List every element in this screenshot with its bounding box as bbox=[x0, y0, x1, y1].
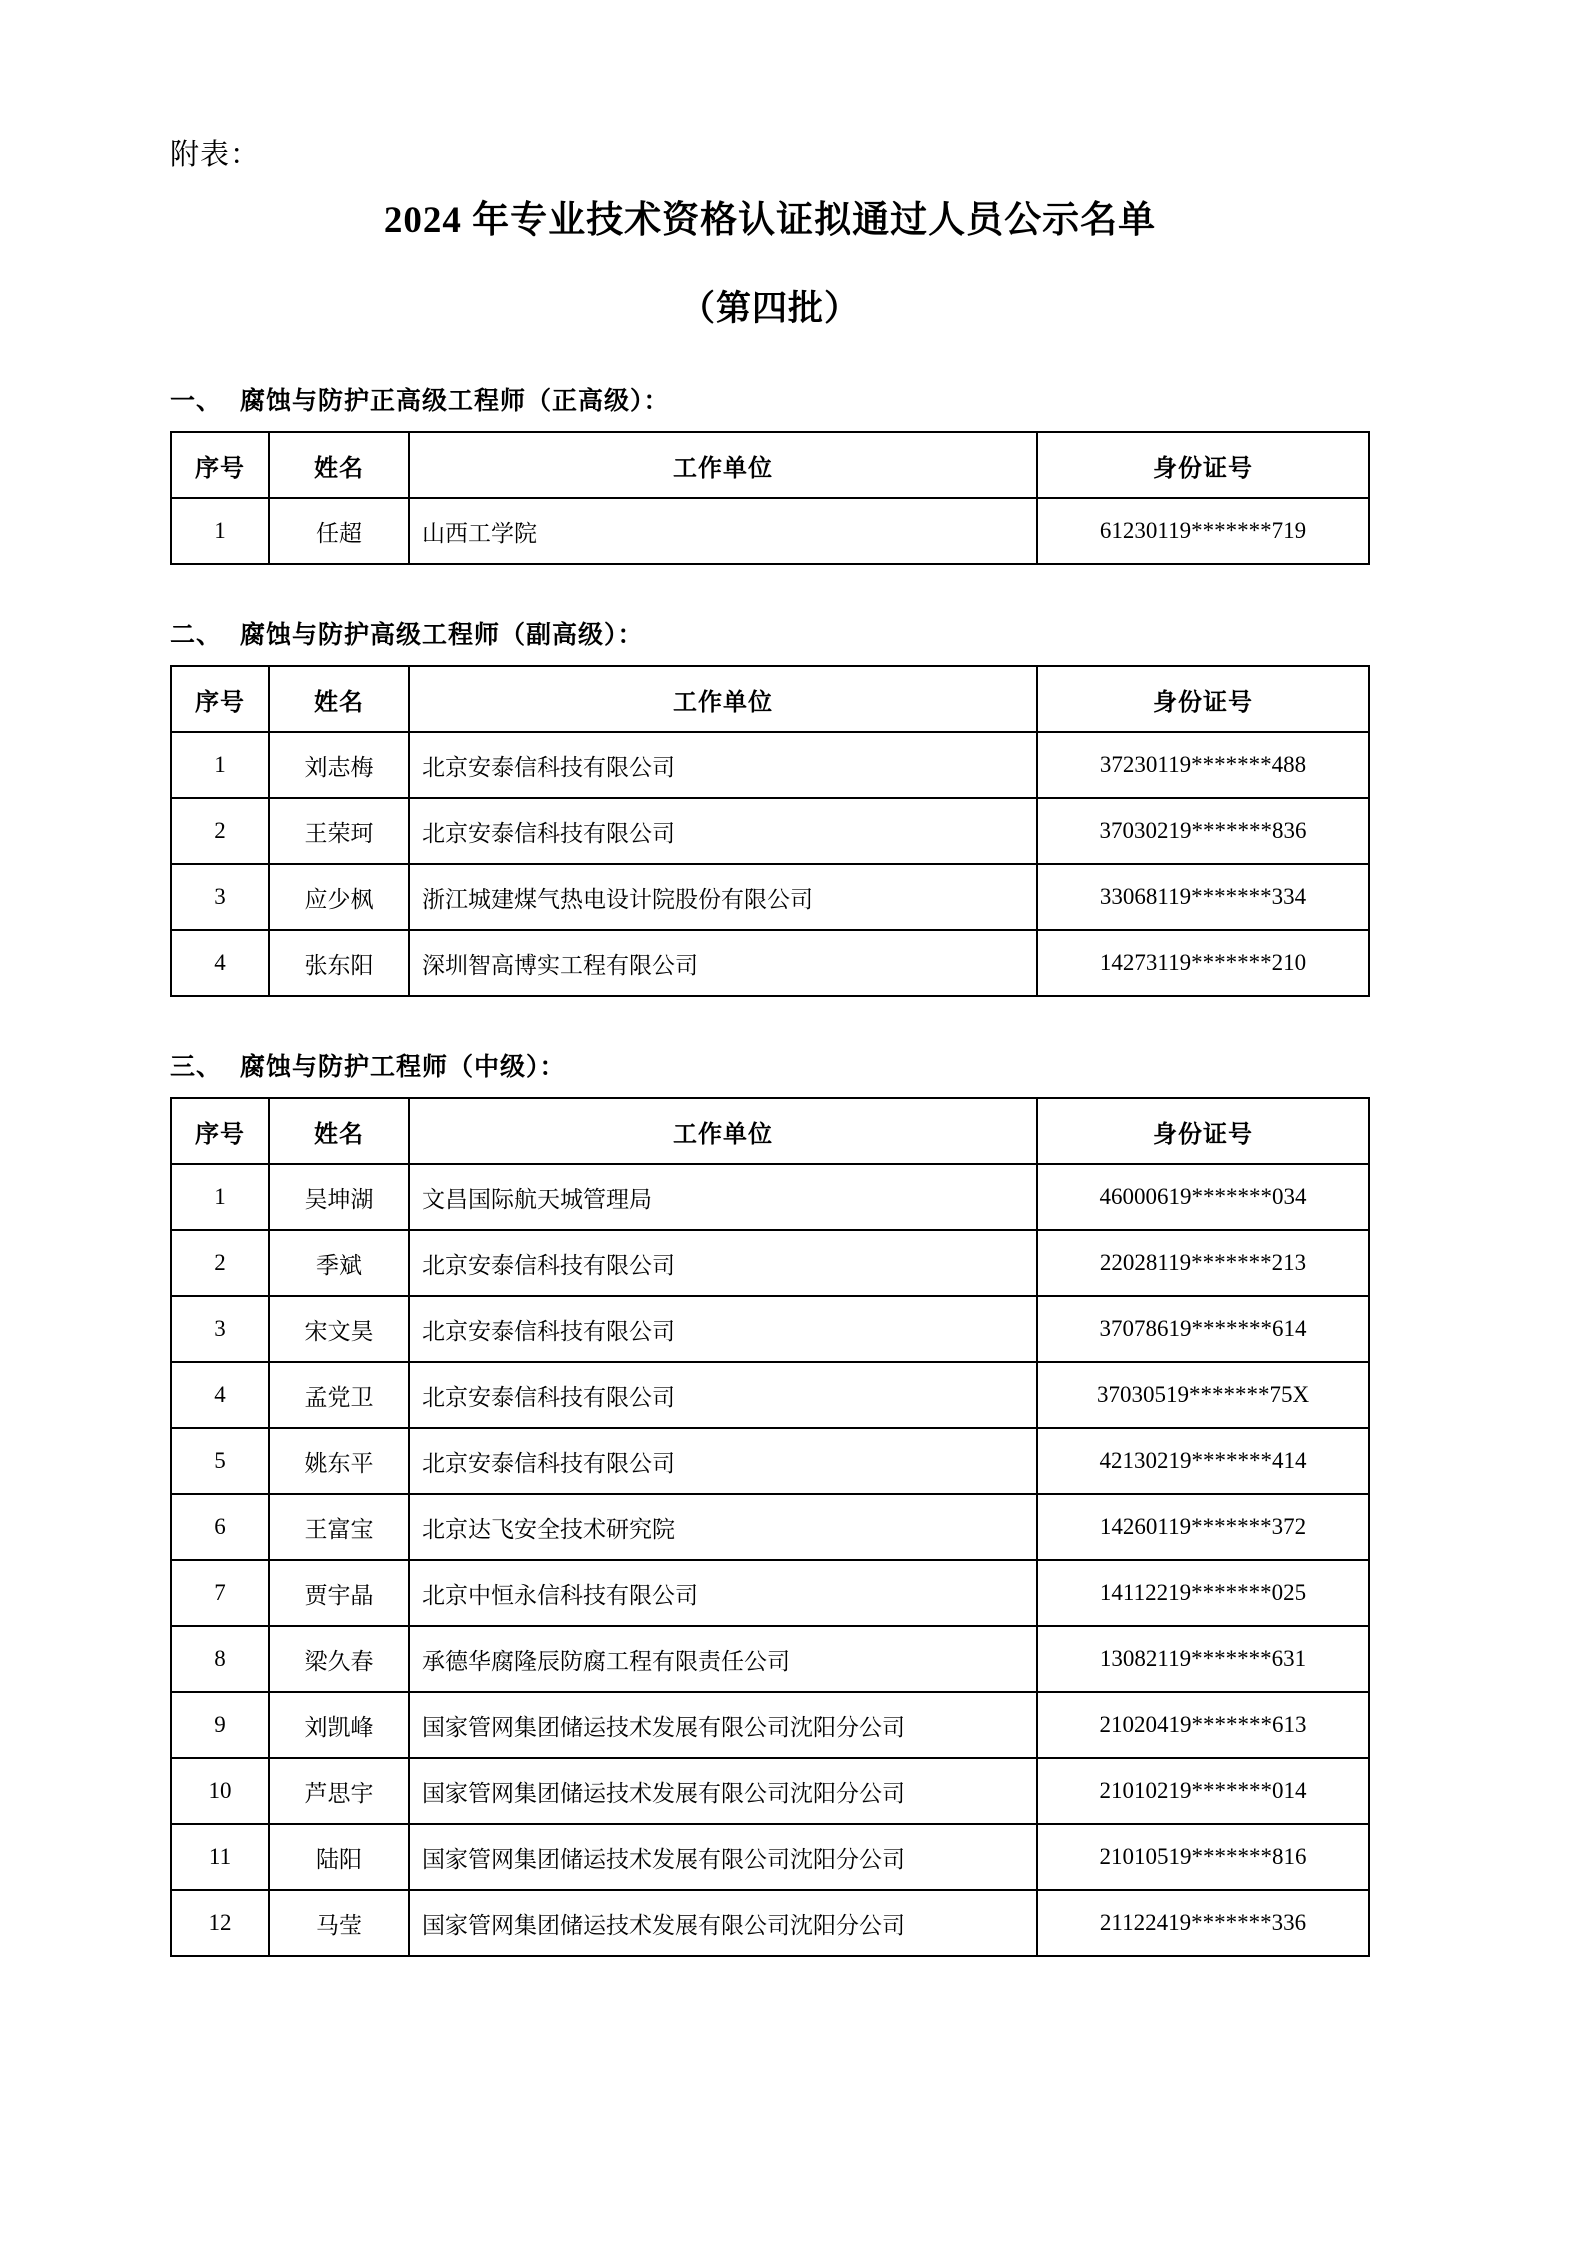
cell-work-unit: 承德华腐隆辰防腐工程有限责任公司 bbox=[409, 1626, 1037, 1692]
cell-work-unit: 北京安泰信科技有限公司 bbox=[409, 1296, 1037, 1362]
cell-序号: 7 bbox=[171, 1560, 269, 1626]
cell-work-unit: 深圳智高博实工程有限公司 bbox=[409, 930, 1037, 996]
cell-id-number: 21020419*******613 bbox=[1037, 1692, 1369, 1758]
personnel-table bbox=[170, 431, 1370, 565]
cell-序号: 4 bbox=[171, 930, 269, 996]
column-header: 姓名 bbox=[269, 1098, 409, 1164]
section-1 bbox=[170, 381, 1370, 565]
cell-序号: 2 bbox=[171, 798, 269, 864]
table-row bbox=[171, 1428, 1369, 1494]
table-row bbox=[171, 1230, 1369, 1296]
section-number: 三、 bbox=[170, 1054, 223, 1082]
cell-work-unit: 北京安泰信科技有限公司 bbox=[409, 1362, 1037, 1428]
personnel-table bbox=[170, 665, 1370, 997]
cell-序号: 9 bbox=[171, 1692, 269, 1758]
cell-id-number: 37078619*******614 bbox=[1037, 1296, 1369, 1362]
section-number: 二、 bbox=[170, 622, 223, 650]
cell-work-unit: 北京安泰信科技有限公司 bbox=[409, 1230, 1037, 1296]
cell-id-number: 21122419*******336 bbox=[1037, 1890, 1369, 1956]
table-row bbox=[171, 1824, 1369, 1890]
cell-序号: 3 bbox=[171, 864, 269, 930]
cell-work-unit: 北京安泰信科技有限公司 bbox=[409, 798, 1037, 864]
cell-id-number: 46000619*******034 bbox=[1037, 1164, 1369, 1230]
cell-work-unit: 浙江城建煤气热电设计院股份有限公司 bbox=[409, 864, 1037, 930]
column-header: 身份证号 bbox=[1037, 666, 1369, 732]
cell-name: 贾宇晶 bbox=[269, 1560, 409, 1626]
cell-name: 吴坤湖 bbox=[269, 1164, 409, 1230]
section-3 bbox=[170, 1047, 1370, 1957]
cell-序号: 1 bbox=[171, 1164, 269, 1230]
column-header: 工作单位 bbox=[409, 666, 1037, 732]
section-2 bbox=[170, 615, 1370, 997]
cell-name: 刘志梅 bbox=[269, 732, 409, 798]
table-header-row bbox=[171, 432, 1369, 498]
table-row bbox=[171, 1164, 1369, 1230]
cell-id-number: 14260119*******372 bbox=[1037, 1494, 1369, 1560]
cell-name: 陆阳 bbox=[269, 1824, 409, 1890]
section-title: 腐蚀与防护正高级工程师（正高级）： bbox=[240, 388, 670, 416]
cell-name: 姚东平 bbox=[269, 1428, 409, 1494]
cell-work-unit: 国家管网集团储运技术发展有限公司沈阳分公司 bbox=[409, 1824, 1037, 1890]
cell-id-number: 37230119*******488 bbox=[1037, 732, 1369, 798]
cell-work-unit: 北京中恒永信科技有限公司 bbox=[409, 1560, 1037, 1626]
cell-序号: 2 bbox=[171, 1230, 269, 1296]
table-row bbox=[171, 930, 1369, 996]
cell-id-number: 13082119*******631 bbox=[1037, 1626, 1369, 1692]
table-row bbox=[171, 1296, 1369, 1362]
section-heading bbox=[170, 615, 1370, 651]
table-row bbox=[171, 1560, 1369, 1626]
cell-序号: 1 bbox=[171, 732, 269, 798]
cell-work-unit: 北京安泰信科技有限公司 bbox=[409, 1428, 1037, 1494]
table-row bbox=[171, 864, 1369, 930]
cell-name: 梁久春 bbox=[269, 1626, 409, 1692]
section-title: 腐蚀与防护工程师（中级）： bbox=[240, 1054, 566, 1082]
table-header-row bbox=[171, 1098, 1369, 1164]
personnel-table bbox=[170, 1097, 1370, 1957]
cell-序号: 12 bbox=[171, 1890, 269, 1956]
cell-序号: 5 bbox=[171, 1428, 269, 1494]
cell-name: 王富宝 bbox=[269, 1494, 409, 1560]
cell-name: 芦思宇 bbox=[269, 1758, 409, 1824]
section-title: 腐蚀与防护高级工程师（副高级）： bbox=[240, 622, 644, 650]
cell-id-number: 21010519*******816 bbox=[1037, 1824, 1369, 1890]
cell-id-number: 61230119*******719 bbox=[1037, 498, 1369, 564]
column-header: 姓名 bbox=[269, 666, 409, 732]
cell-id-number: 14112219*******025 bbox=[1037, 1560, 1369, 1626]
cell-name: 张东阳 bbox=[269, 930, 409, 996]
table-row bbox=[171, 498, 1369, 564]
table-row bbox=[171, 1692, 1369, 1758]
cell-work-unit: 国家管网集团储运技术发展有限公司沈阳分公司 bbox=[409, 1758, 1037, 1824]
cell-work-unit: 文昌国际航天城管理局 bbox=[409, 1164, 1037, 1230]
cell-序号: 11 bbox=[171, 1824, 269, 1890]
document-subtitle: （第四批） bbox=[679, 289, 860, 329]
section-heading bbox=[170, 1047, 1370, 1083]
table-row bbox=[171, 1494, 1369, 1560]
cell-id-number: 22028119*******213 bbox=[1037, 1230, 1369, 1296]
cell-id-number: 42130219*******414 bbox=[1037, 1428, 1369, 1494]
cell-序号: 1 bbox=[171, 498, 269, 564]
cell-work-unit: 北京达飞安全技术研究院 bbox=[409, 1494, 1037, 1560]
cell-序号: 10 bbox=[171, 1758, 269, 1824]
section-number: 一、 bbox=[170, 388, 223, 416]
cell-name: 孟党卫 bbox=[269, 1362, 409, 1428]
attachment-label: 附表： bbox=[170, 139, 261, 171]
cell-序号: 6 bbox=[171, 1494, 269, 1560]
cell-name: 季斌 bbox=[269, 1230, 409, 1296]
cell-name: 马莹 bbox=[269, 1890, 409, 1956]
table-header-row bbox=[171, 666, 1369, 732]
table-row bbox=[171, 1890, 1369, 1956]
column-header: 姓名 bbox=[269, 432, 409, 498]
column-header: 序号 bbox=[171, 1098, 269, 1164]
cell-work-unit: 山西工学院 bbox=[409, 498, 1037, 564]
cell-name: 刘凯峰 bbox=[269, 1692, 409, 1758]
document-title: 2024 年专业技术资格认证拟通过人员公示名单 bbox=[383, 200, 1157, 241]
cell-id-number: 37030519*******75X bbox=[1037, 1362, 1369, 1428]
section-heading bbox=[170, 381, 1370, 417]
cell-id-number: 21010219*******014 bbox=[1037, 1758, 1369, 1824]
cell-work-unit: 国家管网集团储运技术发展有限公司沈阳分公司 bbox=[409, 1890, 1037, 1956]
table-row bbox=[171, 1626, 1369, 1692]
cell-序号: 3 bbox=[171, 1296, 269, 1362]
cell-序号: 4 bbox=[171, 1362, 269, 1428]
cell-work-unit: 国家管网集团储运技术发展有限公司沈阳分公司 bbox=[409, 1692, 1037, 1758]
cell-name: 王荣珂 bbox=[269, 798, 409, 864]
cell-work-unit: 北京安泰信科技有限公司 bbox=[409, 732, 1037, 798]
cell-序号: 8 bbox=[171, 1626, 269, 1692]
column-header: 序号 bbox=[171, 432, 269, 498]
table-row bbox=[171, 1362, 1369, 1428]
cell-id-number: 33068119*******334 bbox=[1037, 864, 1369, 930]
sections-container bbox=[170, 381, 1370, 1957]
column-header: 工作单位 bbox=[409, 1098, 1037, 1164]
cell-name: 宋文昊 bbox=[269, 1296, 409, 1362]
column-header: 工作单位 bbox=[409, 432, 1037, 498]
column-header: 身份证号 bbox=[1037, 432, 1369, 498]
table-row bbox=[171, 732, 1369, 798]
cell-id-number: 37030219*******836 bbox=[1037, 798, 1369, 864]
cell-name: 应少枫 bbox=[269, 864, 409, 930]
cell-name: 任超 bbox=[269, 498, 409, 564]
column-header: 身份证号 bbox=[1037, 1098, 1369, 1164]
table-row bbox=[171, 798, 1369, 864]
table-row bbox=[171, 1758, 1369, 1824]
column-header: 序号 bbox=[171, 666, 269, 732]
cell-id-number: 14273119*******210 bbox=[1037, 930, 1369, 996]
